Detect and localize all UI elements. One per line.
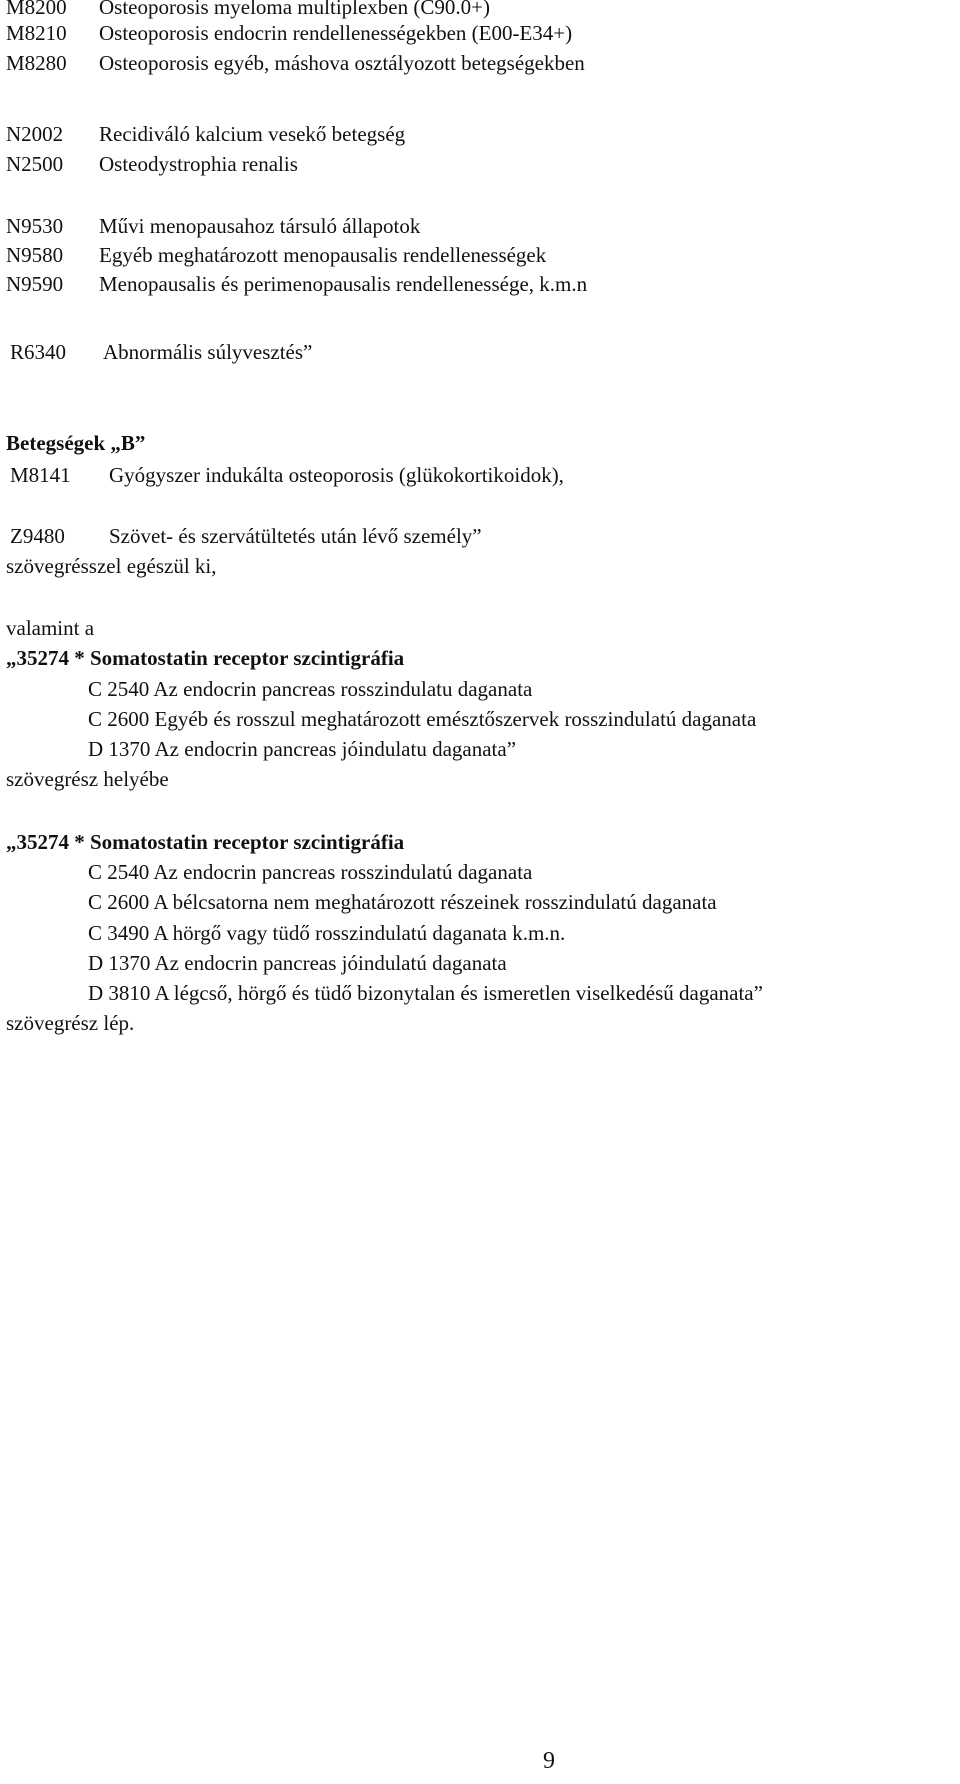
code-description: Abnormális súlyvesztés” [103,340,313,364]
page-number: 9 [543,1748,555,1774]
code: M8141 [10,463,71,487]
code-line [10,339,312,365]
procedure-heading: „35274 * Somatostatin receptor szcintigráfia [6,830,405,854]
code-description: Menopausalis és perimenopausalis rendellenessége, k.m.n [99,272,588,296]
code: N9590 [6,272,64,296]
code-line [6,271,587,297]
section-heading: Betegségek „B” [6,431,146,455]
list-item: C 2600 A bélcsatorna nem meghatározott részeinek rosszindulatú daganata [88,890,717,914]
list-item: C 2600 Egyéb és rosszul meghatározott emésztőszervek rosszindulatú daganata [88,707,757,731]
code: N9530 [6,214,64,238]
body-text: valamint a [6,616,95,640]
code-description: Egyéb meghatározott menopausalis rendellenességek [99,243,547,267]
code-line [6,213,420,239]
code-description: Recidiváló kalcium vesekő betegség [99,122,406,146]
list-item: D 1370 Az endocrin pancreas jóindulatú daganata [88,951,507,975]
code: Z9480 [10,524,65,548]
body-text: szövegrész lép. [6,1011,135,1035]
list-item: D 1370 Az endocrin pancreas jóindulatu daganata” [88,737,517,761]
body-text: szövegrésszel egészül ki, [6,554,217,578]
code-line [6,151,298,177]
code: N2002 [6,122,64,146]
code: M8280 [6,51,67,75]
code-line [10,462,564,488]
code-description: Szövet- és szervátültetés után lévő személy” [109,524,482,548]
list-item: C 3490 A hörgő vagy tüdő rosszindulatú daganata k.m.n. [88,921,566,945]
code: R6340 [10,340,67,364]
procedure-heading: „35274 * Somatostatin receptor szcintigráfia [6,646,405,670]
body-text: szövegrész helyébe [6,767,169,791]
code-description: Művi menopausahoz társuló állapotok [99,214,421,238]
code-line [6,0,490,20]
code-line [10,523,482,549]
code-line [6,20,572,46]
list-item: D 3810 A légcső, hörgő és tüdő bizonytalan és ismeretlen viselkedésű daganata” [88,981,763,1005]
code: M8210 [6,21,67,45]
list-item: C 2540 Az endocrin pancreas rosszindulatú daganata [88,860,533,884]
code-line [6,242,546,268]
code-description: Osteoporosis endocrin rendellenességekben (E00-E34+) [99,21,573,45]
code-line [6,50,585,76]
code-description: Osteoporosis myeloma multiplexben (C90.0+) [99,0,490,19]
code: N9580 [6,243,64,267]
code-line [6,121,405,147]
code: N2500 [6,152,64,176]
code-description: Osteodystrophia renalis [99,152,298,176]
list-item: C 2540 Az endocrin pancreas rosszindulatu daganata [88,677,533,701]
code-description: Gyógyszer indukálta osteoporosis (glükokortikoidok), [109,463,564,487]
code: M8200 [6,0,67,19]
code-description: Osteoporosis egyéb, máshova osztályozott betegségekben [99,51,585,75]
